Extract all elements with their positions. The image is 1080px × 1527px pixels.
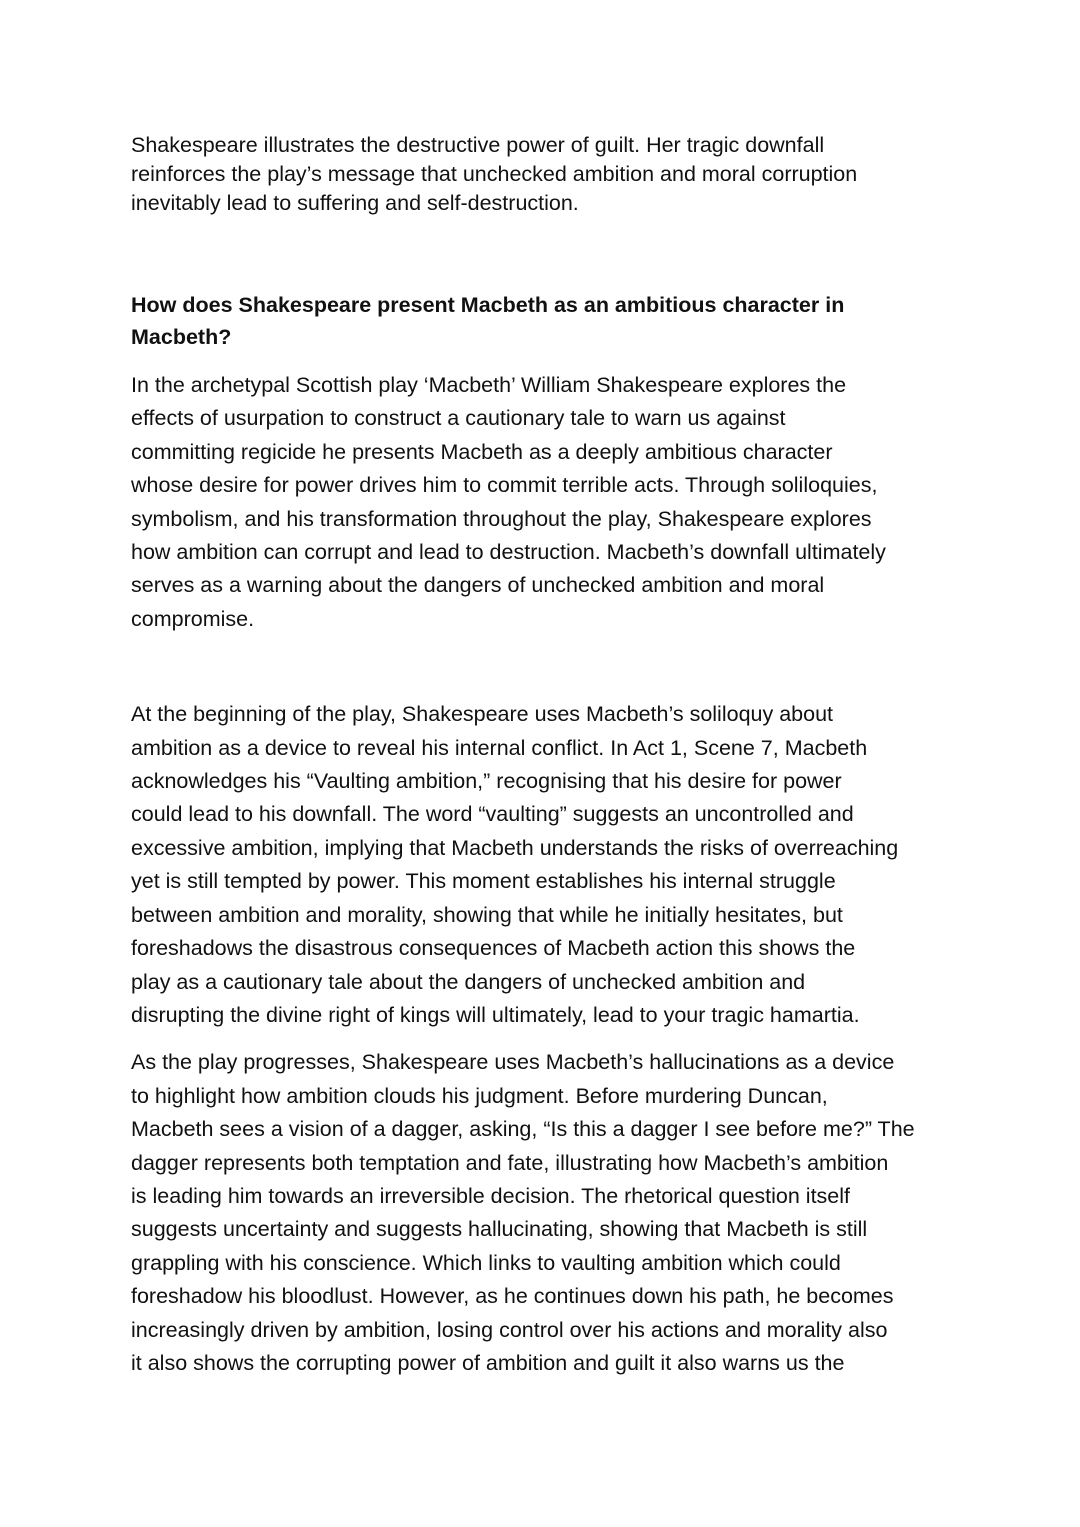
text-line: grappling with his conscience. Which links to vaulting ambition which could	[131, 1250, 841, 1275]
text-line: inevitably lead to suffering and self-destruction.	[131, 191, 579, 215]
text-line: committing regicide he presents Macbeth as a deeply ambitious character	[131, 439, 833, 464]
text-line: acknowledges his “Vaulting ambition,” recognising that his desire for power	[131, 769, 842, 794]
text-line: is leading him towards an irreversible decision. The rhetorical question itself	[131, 1183, 851, 1208]
text-line: between ambition and morality, showing that while he initially hesitates, but	[131, 902, 843, 927]
text-line: disrupting the divine right of kings will ultimately, lead to your tragic hamartia.	[131, 1002, 860, 1027]
document-body	[131, 131, 961, 1380]
text-line: how ambition can corrupt and lead to destruction. Macbeth’s downfall ultimately	[131, 540, 886, 565]
text-line: suggests uncertainty and suggests hallucinating, showing that Macbeth is still	[131, 1217, 868, 1242]
text-line: serves as a warning about the dangers of unchecked ambition and moral	[131, 573, 825, 598]
text-line: increasingly driven by ambition, losing control over his actions and morality also	[131, 1317, 888, 1342]
text-line: symbolism, and his transformation throughout the play, Shakespeare explores	[131, 506, 872, 531]
text-line: Shakespeare illustrates the destructive power of guilt. Her tragic downfall	[131, 133, 825, 157]
text-line: excessive ambition, implying that Macbeth understands the risks of overreaching	[131, 835, 899, 860]
text-line: dagger represents both temptation and fate, illustrating how Macbeth’s ambition	[131, 1150, 889, 1175]
text-line: ambition as a device to reveal his internal conflict. In Act 1, Scene 7, Macbeth	[131, 735, 868, 760]
text-line: foreshadow his bloodlust. However, as he continues down his path, he becomes	[131, 1284, 894, 1309]
text-line: effects of usurpation to construct a cautionary tale to warn us against	[131, 406, 786, 431]
paragraph-soliloquy	[131, 698, 961, 1032]
heading-line: Macbeth?	[131, 325, 232, 349]
essay-question-heading	[131, 289, 961, 353]
text-line: yet is still tempted by power. This moment establishes his internal struggle	[131, 869, 836, 894]
text-line: As the play progresses, Shakespeare uses Macbeth’s hallucinations as a device	[131, 1050, 895, 1075]
text-line: to highlight how ambition clouds his judgment. Before murdering Duncan,	[131, 1083, 828, 1108]
paragraph-hallucinations	[131, 1046, 961, 1380]
paragraph-introduction	[131, 369, 961, 636]
text-line: compromise.	[131, 606, 255, 631]
text-line: reinforces the play’s message that unchecked ambition and moral corruption	[131, 162, 858, 186]
intro-paragraph	[131, 131, 961, 218]
text-line: could lead to his downfall. The word “vaulting” suggests an uncontrolled and	[131, 802, 854, 827]
text-line: it also shows the corrupting power of ambition and guilt it also warns us the	[131, 1350, 845, 1375]
text-line: play as a cautionary tale about the dangers of unchecked ambition and	[131, 969, 806, 994]
text-line: In the archetypal Scottish play ‘Macbeth’ William Shakespeare explores the	[131, 373, 847, 397]
text-line: whose desire for power drives him to commit terrible acts. Through soliloquies,	[131, 473, 878, 498]
heading-line: How does Shakespeare present Macbeth as an ambitious character in	[131, 293, 845, 317]
text-line: foreshadows the disastrous consequences of Macbeth action this shows the	[131, 936, 856, 961]
text-line: Macbeth sees a vision of a dagger, asking, “Is this a dagger I see before me?” The	[131, 1117, 915, 1142]
text-line: At the beginning of the play, Shakespeare uses Macbeth’s soliloquy about	[131, 702, 834, 727]
